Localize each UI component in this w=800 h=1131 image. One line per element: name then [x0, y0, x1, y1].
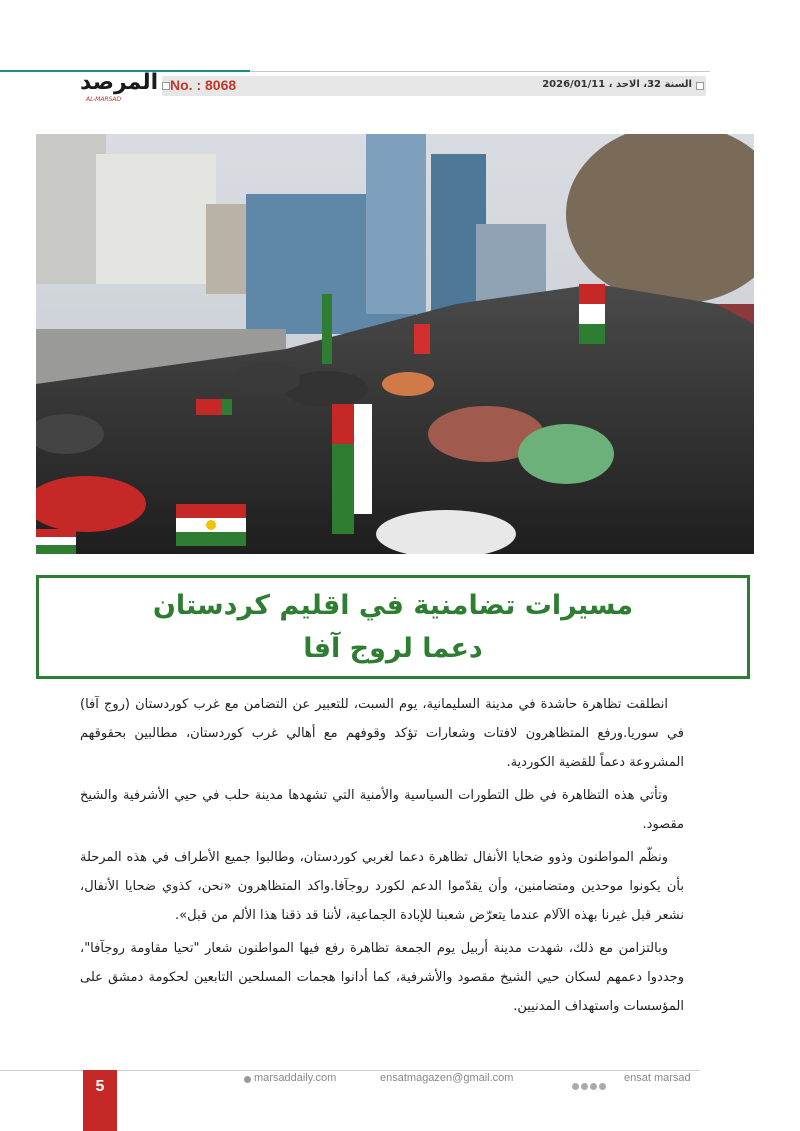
youtube-icon[interactable]: [599, 1083, 606, 1090]
masthead-logo: [80, 70, 162, 106]
page-number: 5: [95, 1078, 105, 1095]
instagram-icon[interactable]: [590, 1083, 597, 1090]
article-paragraph: وتأتي هذه التظاهرة في ظل التطورات السياسية والأمنية التي تشهدها مدينة حلب في حيي الأشرفية والشيخ مقصود.: [80, 788, 684, 832]
article-paragraph: ونظّم المواطنون وذوو ضحايا الأنفال تظاهرة دعما لغربي كوردستان، وطالبوا جميع الأطراف في هذه المرحلة بأن يكونوا موحدين ومتضامنين، وأن يقدّموا الدعم لكورد روجآفا.واكد المتظاهرون «نحن، كذوي ضحايا الأنفال، نشعر قبل غيرنا بهذه الآلام عندما يتعرّض شعبنا للإبادة الجماعية، لأننا قد ذقنا هذا الألم من قبل».: [80, 850, 684, 923]
twitter-icon[interactable]: [581, 1083, 588, 1090]
issue-number: No. : 8068: [170, 77, 237, 93]
logo-subtext: AL-MARSAD: [86, 96, 122, 103]
logo-text: المرصد: [80, 70, 159, 95]
page-number-box: [83, 1070, 117, 1131]
article-paragraph: وبالتزامن مع ذلك، شهدت مدينة أربيل يوم الجمعة تظاهرة رفع فيها المواطنون شعار "تحيا مقاومة روجآفا"، وجددوا دعمهم لسكان حيي الشيخ مقصود والأشرفية، كما أدانوا هجمات المسلحين التابعين لحكومة دمشق على المؤسسات واستهداف المدنيين.: [80, 941, 684, 1014]
top-rule-gray: [250, 71, 710, 72]
social-icons: [572, 1075, 608, 1083]
issue-date: السنة 32، الاحد ، 2026/01/11: [542, 79, 692, 90]
headline-line-1: مسيرات تضامنية في اقليم كردستان: [152, 590, 634, 621]
headline-line-2: دعما لروج آفا: [303, 633, 483, 664]
facebook-icon[interactable]: [572, 1083, 579, 1090]
square-bullet-icon: [696, 82, 704, 90]
article-body: [80, 690, 684, 1025]
article-paragraph: انطلقت تظاهرة حاشدة في مدينة السليمانية، يوم السبت، للتعبير عن التضامن مع غرب كوردستان (روج آفا) في سوريا.ورفع المتظاهرون لافتات وشعارات تؤكد وقوفهم مع أهالي غرب كوردستان، مطالبين بحقوقهم المشروعة دعماً للقضية الكوردية.: [80, 697, 684, 770]
headline-box: [36, 575, 750, 679]
square-bullet-icon: [162, 82, 170, 90]
footer-brand: ensat marsad: [624, 1072, 691, 1084]
article-photo: [36, 134, 754, 554]
header-bar: [162, 76, 706, 96]
footer-website[interactable]: marsaddaily.com: [254, 1072, 337, 1084]
footer-email[interactable]: ensatmagazen@gmail.com: [380, 1072, 514, 1084]
